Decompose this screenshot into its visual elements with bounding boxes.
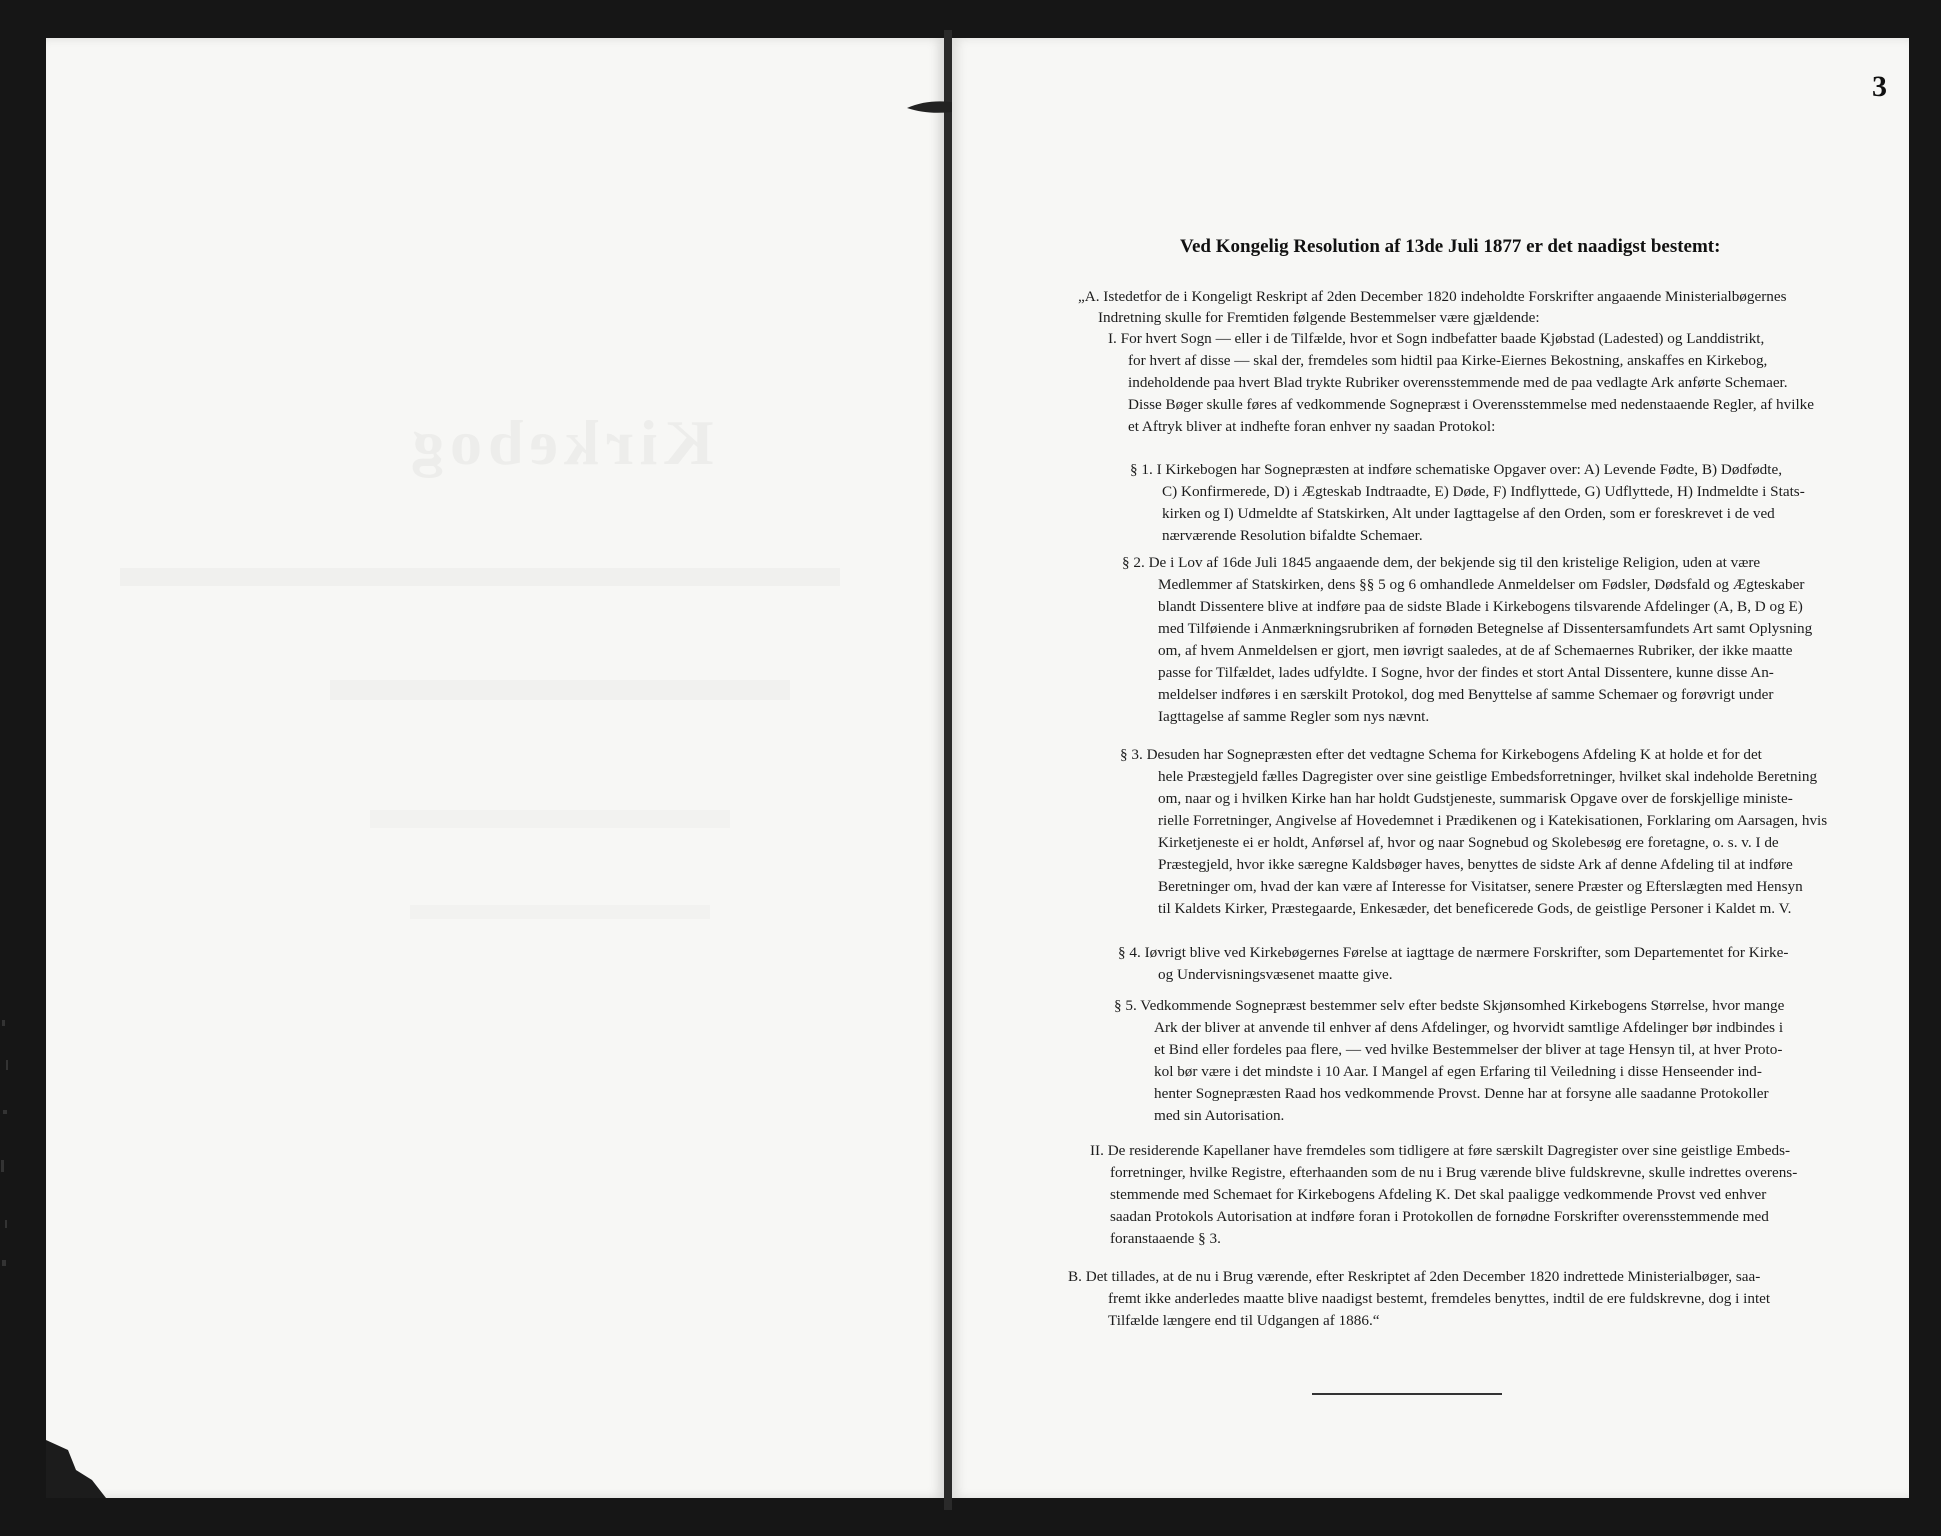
text-line: II. De residerende Kapellaner have fremdeles som tidligere at føre særskilt Dagregister over sine geistlige Embeds- (1090, 1142, 1791, 1159)
text-line: Tilfælde længere end til Udgangen af 1886.“ (1108, 1312, 1380, 1329)
bleed-through-title: Kirkebog (406, 407, 714, 478)
text-line: Præstegjeld, hvor ikke særegne Kaldsbøger haves, benyttes de sidste Ark af denne Afdeling til at indføre (1158, 856, 1793, 873)
page-number: 3 (1872, 70, 1887, 103)
text-line: for hvert af disse — skal der, fremdeles som hidtil paa Kirke-Eiernes Bekostning, anskaffes en Kirkebog, (1128, 352, 1768, 369)
text-line: om, naar og i hvilken Kirke han har holdt Gudstjeneste, summarisk Opgave over de forskjellige ministe- (1158, 790, 1793, 807)
text-line: til Kaldets Kirker, Præstegaarde, Enkesæder, det beneficerede Gods, de geistlige Personer i Kaldet m. V. (1158, 900, 1792, 917)
text-line: nærværende Resolution bifaldte Schemaer. (1162, 527, 1423, 544)
text-line: § 3. Desuden har Sognepræsten efter det vedtagne Schema for Kirkebogens Afdeling K at holde et for det (1120, 746, 1762, 763)
text-line: et Bind eller fordeles paa flere, — ved hvilke Bestemmelser der bliver at tage Hensyn til, at hver Proto- (1154, 1041, 1783, 1058)
text-line: Beretninger om, hvad der kan være af Interesse for Visitatser, senere Præster og Efterslægten med Hensyn (1158, 878, 1803, 895)
bleed-through-line (330, 680, 790, 700)
bleed-through-line (370, 810, 730, 828)
text-line: § 4. Iøvrigt blive ved Kirkebøgernes Førelse at iagttage de nærmere Forskrifter, som Departementet for Kirke- (1118, 944, 1789, 961)
text-line: Kirketjeneste ei er holdt, Anførsel af, hvor og naar Sognebud og Skolebesøg ere foretagne, o. s. v. I de (1158, 834, 1779, 851)
text-line: stemmende med Schemaet for Kirkebogens Afdeling K. Det skal paaligge vedkommende Provst ved enhver (1110, 1186, 1767, 1203)
text-line: og Undervisningsvæsenet maatte give. (1158, 966, 1393, 983)
text-line: blandt Dissentere blive at indføre paa de sidste Blade i Kirkebogens tilsvarende Afdelinger (A, B, D og E) (1158, 598, 1803, 615)
text-line: forretninger, hvilke Registre, efterhaanden som de nu i Brug værende blive fuldskrevne, skulle indrettes overens- (1110, 1164, 1798, 1181)
text-line: Medlemmer af Statskirken, dens §§ 5 og 6 omhandlede Anmeldelser om Fødsler, Dødsfald og Ægteskaber (1158, 576, 1805, 593)
text-line: om, af hvem Anmeldelsen er gjort, men iøvrigt saaledes, at de af Schemaernes Rubriker, der ikke maatte (1158, 642, 1793, 659)
text-line: et Aftryk bliver at indhefte foran enhver ny saadan Protokol: (1128, 418, 1496, 435)
text-line: kirken og I) Udmeldte af Statskirken, Alt under Iagttagelse af den Orden, som er foreskrevet i de ved (1162, 505, 1775, 522)
page-edge-marks (0, 1000, 14, 1300)
text-line: hele Præstegjeld fælles Dagregister over sine geistlige Embedsforretninger, hvilket skal indeholde Beretning (1158, 768, 1818, 785)
text-line: passe for Tilfældet, lades udfyldte. I Sogne, hvor der findes et stort Antal Dissentere, kunne disse An- (1158, 664, 1774, 681)
page-corner-shadow (46, 1440, 106, 1498)
text-line: B. Det tillades, at de nu i Brug værende, efter Reskriptet af 2den December 1820 indrettede Ministerialbøger, saa- (1068, 1268, 1761, 1285)
text-line: foranstaaende § 3. (1110, 1230, 1221, 1247)
resolution-heading: Ved Kongelig Resolution af 13de Juli 1877 er det naadigst bestemt: (1180, 236, 1721, 257)
text-line: fremt ikke anderledes maatte blive naadigst bestemt, fremdeles benyttes, indtil de ere fuldskrevne, dog i intet (1108, 1290, 1771, 1307)
text-line: § 1. I Kirkebogen har Sognepræsten at indføre schematiske Opgaver over: A) Levende Fødte, B) Dødfødte, (1130, 461, 1783, 478)
text-line: C) Konfirmerede, D) i Ægteskab Indtraadte, E) Døde, F) Indflyttede, G) Udflyttede, H) Indmeldte i Stats- (1162, 483, 1805, 500)
text-line: henter Sognepræsten Raad hos vedkommende Provst. Denne har at forsyne alle saadanne Protokoller (1154, 1085, 1769, 1102)
text-line: § 5. Vedkommende Sognepræst bestemmer selv efter bedste Skjønsomhed Kirkebogens Størrelse, hvor mange (1114, 997, 1785, 1014)
text-line: med Tilføiende i Anmærkningsrubriken af fornøden Betegnelse af Dissentersamfundets Art samt Oplysning (1158, 620, 1813, 637)
left-page-blank (46, 38, 944, 1498)
text-line: kol bør være i det mindste i 10 Aar. I Mangel af egen Erfaring til Veiledning i disse Henseender ind- (1154, 1063, 1762, 1080)
text-line: rielle Forretninger, Angivelse af Hovedemnet i Prædikenen og i Katekisationen, Forklaring om Aarsagen, hvis (1158, 812, 1828, 829)
text-line: Iagttagelse af samme Regler som nys nævnt. (1158, 708, 1430, 725)
text-line: „A. Istedetfor de i Kongeligt Reskript af 2den December 1820 indeholdte Forskrifter angaaende Ministerialbøgernes (1078, 288, 1787, 305)
text-line: indeholdende paa hvert Blad trykte Rubriker overensstemmende med de paa vedlagte Ark anførte Schemaer. (1128, 374, 1788, 391)
text-line: med sin Autorisation. (1154, 1107, 1285, 1124)
text-line: Ark der bliver at anvende til enhver af dens Afdelinger, og hvorvidt samtlige Afdelinger bør indbindes i (1154, 1019, 1784, 1036)
text-line: saadan Protokols Autorisation at indføre foran i Protokollen de fornødne Forskrifter overensstemmende med (1110, 1208, 1769, 1225)
bleed-through-line (120, 568, 840, 586)
bleed-through-line (410, 905, 710, 919)
text-line: meldelser indføres i en særskilt Protokol, dog med Benyttelse af samme Schemaer og forøvrigt under (1158, 686, 1774, 703)
closing-rule (1312, 1393, 1502, 1395)
text-line: I. For hvert Sogn — eller i de Tilfælde, hvor et Sogn indbefatter baade Kjøbstad (Ladested) og Landdistrikt, (1108, 330, 1765, 347)
book-gutter (944, 30, 952, 1510)
text-line: § 2. De i Lov af 16de Juli 1845 angaaende dem, der bekjende sig til den kristelige Religion, uden at være (1122, 554, 1761, 571)
text-line: Indretning skulle for Fremtiden følgende Bestemmelser være gjældende: (1098, 309, 1540, 326)
text-line: Disse Bøger skulle føres af vedkommende Sognepræst i Overensstemmelse med nedenstaaende Regler, af hvilke (1128, 396, 1815, 413)
